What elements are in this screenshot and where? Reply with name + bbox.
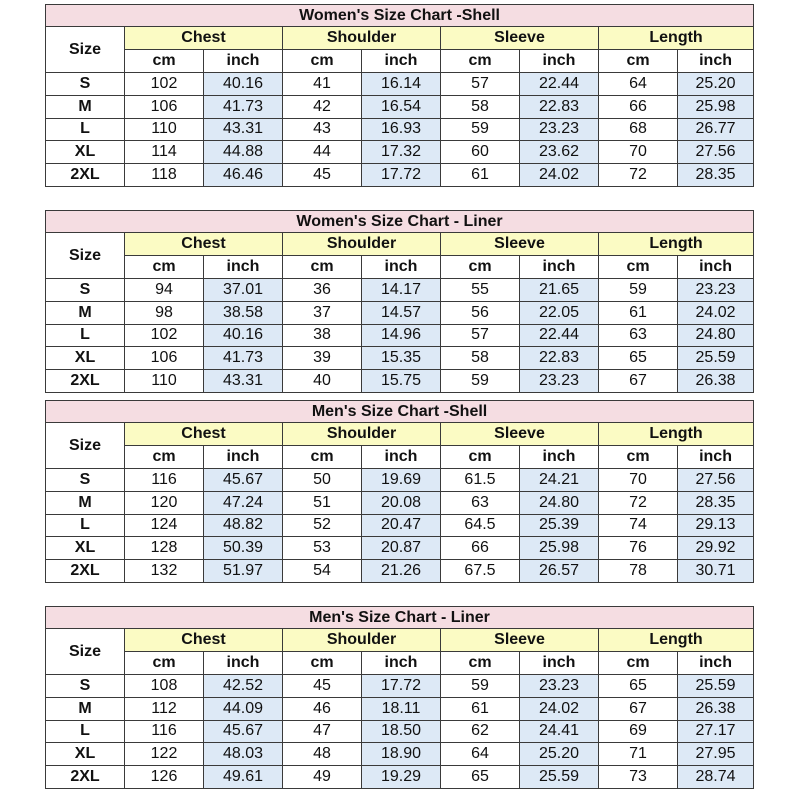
inch-value-cell: 25.59 [678,675,754,698]
cm-value-cell: 45 [283,164,362,187]
cm-unit-header: cm [283,50,362,73]
cm-value-cell: 56 [441,301,520,324]
cm-value-cell: 57 [441,73,520,96]
title-row [46,607,754,629]
size-cell: XL [46,743,125,766]
cm-value-cell: 102 [125,324,204,347]
inch-value-cell: 18.90 [362,743,441,766]
cm-value-cell: 49 [283,766,362,789]
inch-value-cell: 23.23 [678,279,754,302]
inch-value-cell: 37.01 [204,279,283,302]
group-header-row [46,629,754,652]
cm-value-cell: 106 [125,347,204,370]
inch-value-cell: 46.46 [204,164,283,187]
cm-value-cell: 38 [283,324,362,347]
cm-value-cell: 122 [125,743,204,766]
cm-value-cell: 64.5 [441,514,520,537]
cm-value-cell: 40 [283,370,362,393]
inch-value-cell: 15.75 [362,370,441,393]
cm-value-cell: 44 [283,141,362,164]
inch-value-cell: 22.44 [520,324,599,347]
size-cell: L [46,118,125,141]
cm-value-cell: 53 [283,537,362,560]
inch-value-cell: 27.95 [678,743,754,766]
measure-header: Sleeve [441,233,599,256]
inch-unit-header: inch [520,256,599,279]
size-header: Size [46,233,125,279]
cm-unit-header: cm [441,652,520,675]
cm-unit-header: cm [599,50,678,73]
table-row [46,514,754,537]
table-row [46,491,754,514]
cm-value-cell: 39 [283,347,362,370]
size-chart-table [45,4,754,187]
cm-value-cell: 60 [441,141,520,164]
cm-value-cell: 72 [599,164,678,187]
unit-header-row [46,50,754,73]
inch-value-cell: 26.57 [520,560,599,583]
cm-value-cell: 58 [441,95,520,118]
table-row [46,743,754,766]
inch-unit-header: inch [520,446,599,469]
chart-title: Men's Size Chart - Liner [46,607,754,629]
chart-title: Men's Size Chart -Shell [46,401,754,423]
table-row [46,370,754,393]
size-cell: S [46,73,125,96]
inch-value-cell: 24.80 [520,491,599,514]
inch-value-cell: 26.38 [678,370,754,393]
size-cell: 2XL [46,766,125,789]
inch-value-cell: 17.32 [362,141,441,164]
inch-value-cell: 29.92 [678,537,754,560]
cm-value-cell: 71 [599,743,678,766]
size-chart-table [45,400,754,583]
cm-value-cell: 64 [441,743,520,766]
cm-value-cell: 106 [125,95,204,118]
size-cell: M [46,95,125,118]
size-cell: M [46,301,125,324]
inch-value-cell: 24.02 [678,301,754,324]
inch-value-cell: 18.11 [362,697,441,720]
cm-value-cell: 70 [599,469,678,492]
inch-value-cell: 15.35 [362,347,441,370]
group-header-row [46,423,754,446]
inch-value-cell: 30.71 [678,560,754,583]
inch-value-cell: 25.20 [678,73,754,96]
cm-value-cell: 68 [599,118,678,141]
cm-unit-header: cm [599,446,678,469]
cm-value-cell: 70 [599,141,678,164]
title-row [46,401,754,423]
inch-value-cell: 16.14 [362,73,441,96]
measure-header: Shoulder [283,629,441,652]
size-cell: M [46,491,125,514]
measure-header: Shoulder [283,233,441,256]
cm-value-cell: 132 [125,560,204,583]
cm-value-cell: 45 [283,675,362,698]
inch-value-cell: 25.98 [520,537,599,560]
inch-value-cell: 47.24 [204,491,283,514]
chart-title: Women's Size Chart -Shell [46,5,754,27]
cm-value-cell: 64 [599,73,678,96]
inch-value-cell: 28.35 [678,164,754,187]
cm-value-cell: 65 [599,675,678,698]
size-cell: S [46,469,125,492]
cm-unit-header: cm [441,446,520,469]
inch-value-cell: 17.72 [362,164,441,187]
table-row [46,720,754,743]
measure-header: Length [599,233,754,256]
inch-value-cell: 41.73 [204,347,283,370]
inch-value-cell: 23.23 [520,675,599,698]
group-header-row [46,27,754,50]
inch-value-cell: 42.52 [204,675,283,698]
measure-header: Chest [125,233,283,256]
inch-value-cell: 45.67 [204,469,283,492]
inch-value-cell: 44.09 [204,697,283,720]
size-cell: 2XL [46,560,125,583]
inch-value-cell: 18.50 [362,720,441,743]
inch-value-cell: 38.58 [204,301,283,324]
inch-value-cell: 28.35 [678,491,754,514]
table-row [46,560,754,583]
chart-title: Women's Size Chart - Liner [46,211,754,233]
measure-header: Chest [125,423,283,446]
table-row [46,164,754,187]
inch-value-cell: 23.23 [520,370,599,393]
size-header: Size [46,27,125,73]
inch-value-cell: 43.31 [204,370,283,393]
cm-unit-header: cm [441,256,520,279]
cm-value-cell: 61 [441,164,520,187]
inch-value-cell: 25.59 [520,766,599,789]
inch-value-cell: 45.67 [204,720,283,743]
inch-unit-header: inch [204,256,283,279]
table-row [46,766,754,789]
inch-value-cell: 27.17 [678,720,754,743]
inch-unit-header: inch [678,50,754,73]
inch-value-cell: 20.08 [362,491,441,514]
inch-value-cell: 25.39 [520,514,599,537]
cm-value-cell: 51 [283,491,362,514]
cm-value-cell: 61 [441,697,520,720]
cm-value-cell: 37 [283,301,362,324]
size-cell: M [46,697,125,720]
size-chart-table [45,606,754,789]
cm-value-cell: 66 [599,95,678,118]
cm-value-cell: 98 [125,301,204,324]
cm-value-cell: 47 [283,720,362,743]
inch-value-cell: 48.82 [204,514,283,537]
size-cell: 2XL [46,370,125,393]
table-row [46,469,754,492]
inch-value-cell: 48.03 [204,743,283,766]
cm-value-cell: 52 [283,514,362,537]
cm-value-cell: 69 [599,720,678,743]
table-row [46,347,754,370]
cm-value-cell: 46 [283,697,362,720]
cm-value-cell: 48 [283,743,362,766]
inch-unit-header: inch [204,446,283,469]
title-row [46,5,754,27]
cm-value-cell: 66 [441,537,520,560]
inch-value-cell: 25.98 [678,95,754,118]
inch-unit-header: inch [520,50,599,73]
cm-value-cell: 61 [599,301,678,324]
inch-value-cell: 23.23 [520,118,599,141]
inch-unit-header: inch [678,256,754,279]
unit-header-row [46,256,754,279]
cm-value-cell: 67 [599,697,678,720]
cm-unit-header: cm [125,50,204,73]
cm-value-cell: 59 [441,118,520,141]
inch-value-cell: 29.13 [678,514,754,537]
inch-value-cell: 22.44 [520,73,599,96]
cm-value-cell: 67 [599,370,678,393]
inch-value-cell: 41.73 [204,95,283,118]
table-row [46,697,754,720]
inch-value-cell: 26.77 [678,118,754,141]
cm-value-cell: 61.5 [441,469,520,492]
inch-value-cell: 16.93 [362,118,441,141]
measure-header: Chest [125,629,283,652]
unit-header-row [46,446,754,469]
measure-header: Shoulder [283,423,441,446]
inch-value-cell: 24.21 [520,469,599,492]
cm-value-cell: 59 [441,370,520,393]
cm-unit-header: cm [441,50,520,73]
cm-value-cell: 54 [283,560,362,583]
table-row [46,73,754,96]
size-cell: XL [46,347,125,370]
table-row [46,537,754,560]
inch-value-cell: 44.88 [204,141,283,164]
inch-value-cell: 27.56 [678,469,754,492]
cm-unit-header: cm [283,256,362,279]
cm-unit-header: cm [125,652,204,675]
size-header: Size [46,423,125,469]
size-cell: XL [46,537,125,560]
cm-value-cell: 78 [599,560,678,583]
cm-value-cell: 74 [599,514,678,537]
measure-header: Sleeve [441,27,599,50]
size-cell: S [46,675,125,698]
cm-value-cell: 114 [125,141,204,164]
table-row [46,118,754,141]
size-cell: XL [46,141,125,164]
inch-value-cell: 21.26 [362,560,441,583]
inch-unit-header: inch [204,652,283,675]
inch-value-cell: 22.83 [520,347,599,370]
inch-value-cell: 24.80 [678,324,754,347]
cm-value-cell: 67.5 [441,560,520,583]
cm-unit-header: cm [125,256,204,279]
cm-unit-header: cm [283,652,362,675]
cm-unit-header: cm [283,446,362,469]
cm-value-cell: 110 [125,118,204,141]
size-cell: 2XL [46,164,125,187]
inch-value-cell: 19.69 [362,469,441,492]
inch-value-cell: 23.62 [520,141,599,164]
group-header-row [46,233,754,256]
cm-value-cell: 36 [283,279,362,302]
cm-value-cell: 73 [599,766,678,789]
inch-unit-header: inch [678,652,754,675]
inch-value-cell: 20.87 [362,537,441,560]
inch-unit-header: inch [362,652,441,675]
inch-value-cell: 49.61 [204,766,283,789]
inch-value-cell: 25.59 [678,347,754,370]
cm-value-cell: 128 [125,537,204,560]
inch-value-cell: 24.02 [520,697,599,720]
cm-value-cell: 102 [125,73,204,96]
cm-value-cell: 72 [599,491,678,514]
inch-value-cell: 14.57 [362,301,441,324]
measure-header: Sleeve [441,629,599,652]
inch-value-cell: 20.47 [362,514,441,537]
inch-value-cell: 24.41 [520,720,599,743]
cm-value-cell: 41 [283,73,362,96]
inch-unit-header: inch [520,652,599,675]
inch-value-cell: 43.31 [204,118,283,141]
measure-header: Length [599,27,754,50]
inch-value-cell: 40.16 [204,324,283,347]
size-cell: L [46,720,125,743]
cm-value-cell: 118 [125,164,204,187]
cm-value-cell: 63 [441,491,520,514]
inch-value-cell: 25.20 [520,743,599,766]
table-row [46,141,754,164]
cm-value-cell: 112 [125,697,204,720]
inch-value-cell: 16.54 [362,95,441,118]
cm-unit-header: cm [125,446,204,469]
measure-header: Chest [125,27,283,50]
inch-value-cell: 22.83 [520,95,599,118]
size-cell: L [46,324,125,347]
cm-value-cell: 59 [599,279,678,302]
cm-value-cell: 108 [125,675,204,698]
table-row [46,95,754,118]
measure-header: Length [599,423,754,446]
cm-value-cell: 50 [283,469,362,492]
cm-value-cell: 59 [441,675,520,698]
cm-value-cell: 116 [125,720,204,743]
cm-value-cell: 42 [283,95,362,118]
measure-header: Length [599,629,754,652]
cm-value-cell: 126 [125,766,204,789]
inch-value-cell: 19.29 [362,766,441,789]
inch-value-cell: 40.16 [204,73,283,96]
size-header: Size [46,629,125,675]
size-cell: L [46,514,125,537]
size-cell: S [46,279,125,302]
cm-value-cell: 63 [599,324,678,347]
inch-unit-header: inch [204,50,283,73]
inch-value-cell: 50.39 [204,537,283,560]
title-row [46,211,754,233]
measure-header: Shoulder [283,27,441,50]
inch-unit-header: inch [678,446,754,469]
table-row [46,324,754,347]
inch-value-cell: 24.02 [520,164,599,187]
cm-value-cell: 116 [125,469,204,492]
inch-value-cell: 14.17 [362,279,441,302]
cm-value-cell: 94 [125,279,204,302]
inch-value-cell: 17.72 [362,675,441,698]
cm-value-cell: 120 [125,491,204,514]
cm-value-cell: 57 [441,324,520,347]
cm-value-cell: 65 [441,766,520,789]
size-chart-table [45,210,754,393]
cm-value-cell: 58 [441,347,520,370]
cm-value-cell: 62 [441,720,520,743]
inch-value-cell: 26.38 [678,697,754,720]
cm-value-cell: 124 [125,514,204,537]
cm-value-cell: 55 [441,279,520,302]
cm-value-cell: 110 [125,370,204,393]
inch-value-cell: 22.05 [520,301,599,324]
inch-value-cell: 21.65 [520,279,599,302]
inch-value-cell: 28.74 [678,766,754,789]
inch-unit-header: inch [362,50,441,73]
inch-unit-header: inch [362,446,441,469]
table-row [46,675,754,698]
cm-unit-header: cm [599,652,678,675]
table-row [46,279,754,302]
measure-header: Sleeve [441,423,599,446]
inch-value-cell: 14.96 [362,324,441,347]
cm-value-cell: 65 [599,347,678,370]
table-row [46,301,754,324]
cm-unit-header: cm [599,256,678,279]
cm-value-cell: 76 [599,537,678,560]
inch-unit-header: inch [362,256,441,279]
inch-value-cell: 27.56 [678,141,754,164]
inch-value-cell: 51.97 [204,560,283,583]
cm-value-cell: 43 [283,118,362,141]
unit-header-row [46,652,754,675]
